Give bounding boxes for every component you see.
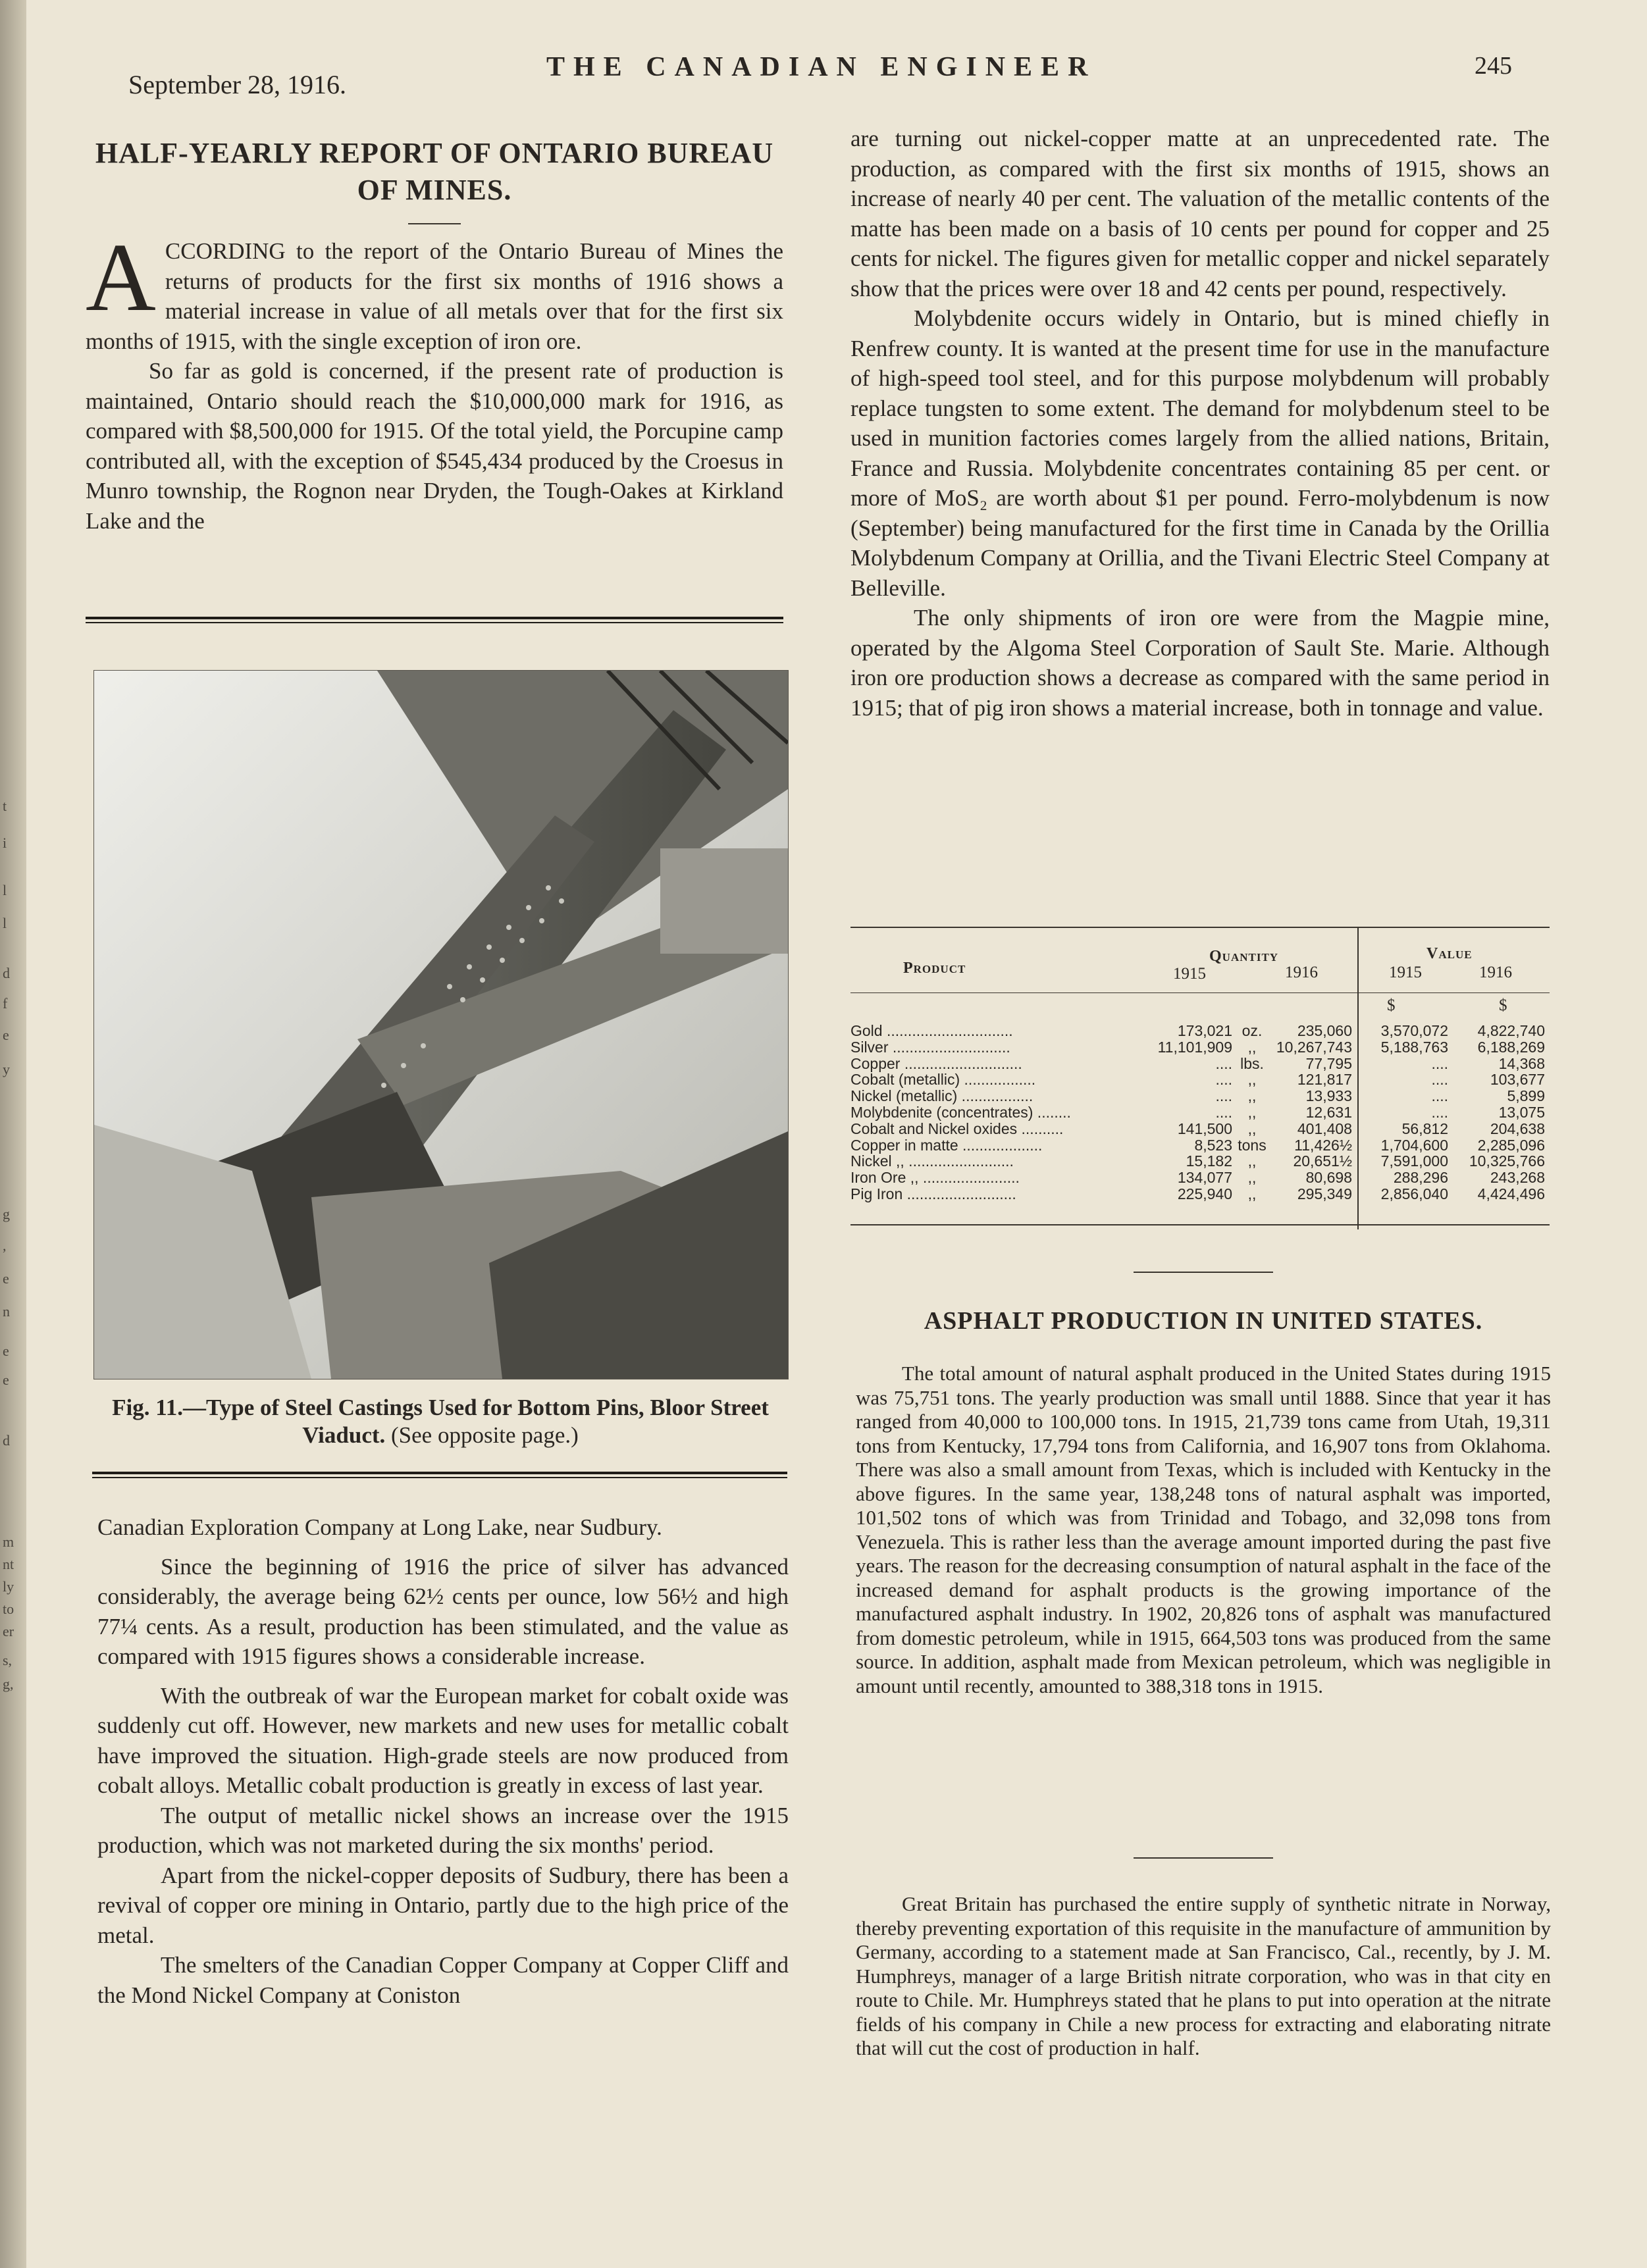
article-title-asphalt: ASPHALT PRODUCTION IN UNITED STATES. bbox=[924, 1307, 1483, 1335]
table-cell-unit: ,, bbox=[1247, 1152, 1257, 1170]
table-cell-product: Cobalt (metallic) ................. bbox=[850, 1071, 1036, 1089]
article-title-bureau-of-mines: HALF-YEARLY REPORT OF ONTARIO BUREAU OF MINES. bbox=[95, 137, 774, 206]
table-cell-unit: ,, bbox=[1247, 1169, 1257, 1187]
header-date: September 28, 1916. bbox=[128, 70, 347, 99]
article-bureau-of-mines-intro bbox=[86, 135, 783, 536]
gutter-text-fragment: e bbox=[3, 1372, 9, 1388]
table-cell-v1915: 56,812 bbox=[1401, 1120, 1448, 1137]
table-cell-unit: lbs. bbox=[1240, 1054, 1264, 1072]
table-cell-unit: ,, bbox=[1247, 1120, 1257, 1137]
gutter-text-fragment: t bbox=[3, 798, 7, 814]
article-asphalt bbox=[856, 1306, 1551, 1698]
table-cell-v1915: .... bbox=[1431, 1104, 1448, 1121]
gutter-text-fragment: nt bbox=[3, 1556, 14, 1572]
table-cell-q1916: 401,408 bbox=[1297, 1120, 1352, 1137]
article-bureau-of-mines-continued bbox=[97, 1512, 789, 2010]
table-cell-q1915: 173,021 bbox=[1177, 1022, 1232, 1039]
paragraph: With the outbreak of war the European market for cobalt oxide was suddenly cut off. However, new markets and new uses for metallic cobalt have improved the situation. High-grade steels are now produced from cobalt alloys. Metallic cobalt production is greatly in excess of last year. bbox=[97, 1682, 789, 1798]
table-cell-v1915: 2,856,040 bbox=[1380, 1185, 1448, 1202]
table-cell-q1915: 15,182 bbox=[1186, 1152, 1232, 1170]
gutter-text-fragment: l bbox=[3, 915, 7, 931]
page-number: 245 bbox=[1475, 52, 1512, 80]
table-row bbox=[850, 1121, 1550, 1137]
paragraph: So far as gold is concerned, if the present rate of production is maintained, Ontario should reach the $10,000,000 mark for 1916, as compared with $8,500,000 for 1915. Of the total yield, the Porcupine camp contributed all, with the exception of $545,434 produced by the Croesus in Munro township, the Rognon near Dryden, the Tough-Oakes at Kirkland Lake and the bbox=[86, 358, 783, 534]
table-top-rule bbox=[850, 927, 1550, 928]
photo-steel-castings bbox=[93, 670, 789, 1379]
table-row bbox=[850, 1056, 1550, 1071]
table-cell-q1915: 11,101,909 bbox=[1157, 1038, 1232, 1056]
table-cell-q1915: .... bbox=[1215, 1071, 1232, 1089]
table-subheader-val-1915: 1915 bbox=[1389, 964, 1422, 981]
paragraph: The smelters of the Canadian Copper Company at Copper Cliff and the Mond Nickel Company at Coniston bbox=[97, 1952, 789, 2008]
caption-main: Fig. 11.—Type of Steel Castings Used for Bottom Pins, Bloor Street Viaduct. bbox=[112, 1395, 769, 1448]
table-subheader-val-1916: 1916 bbox=[1479, 964, 1512, 981]
table-cell-v1915: 1,704,600 bbox=[1380, 1136, 1448, 1154]
gutter-text-fragment: f bbox=[3, 995, 8, 1012]
title-divider bbox=[408, 223, 461, 224]
table-cell-q1916: 13,933 bbox=[1305, 1087, 1352, 1105]
paragraph: Molybdenite occurs widely in Ontario, but is mined chiefly in Renfrew county. It is wanted at the present time for use in the manufacture of high-speed tool steel, and for this purpose molybdenum will probably replace tungsten to some extent. The demand for molybdenum steel to be used in munition factories comes largely from the allied nations, Britain, France and Russia. Molybdenite concentrates containing 85 per cent. or more of MoS₂ are worth about $1 per pound. Ferro-molybdenum is now (September) being manufactured for the first time in Canada by the Orillia Molybdenum Company at Orillia, and the Tivani Electric Steel Company at Belleville. bbox=[850, 305, 1550, 601]
table-cell-unit: ,, bbox=[1247, 1038, 1257, 1056]
paragraph-text: CCORDING to the report of the Ontario Bureau of Mines the returns of products for the first six months of 1916 shows a material increase in value of all metals over that for the first six months of 1915, with the single exception of iron ore. bbox=[86, 238, 783, 354]
paragraph: Great Britain has purchased the entire supply of synthetic nitrate in Norway, thereby preventing exportation of this requisite in the manufacture of ammunition by Germany, according to a statement made at San Francisco, Cal., recently, by J. M. Humphreys, manager of a large British nitrate corporation, who was in that city en route to Chile. Mr. Humphreys stated that he plans to put into operation at the nitrate fields of his company in Chile a new process for extracting and elaborating nitrate that will cut the cost of production in half. bbox=[856, 1892, 1551, 2059]
table-cell-v1915: .... bbox=[1431, 1071, 1448, 1089]
gutter-text-fragment: er bbox=[3, 1623, 14, 1639]
gutter-text-fragment: i bbox=[3, 835, 7, 851]
table-cell-unit: oz. bbox=[1242, 1022, 1263, 1039]
table-cell-q1915: 8,523 bbox=[1194, 1136, 1232, 1154]
figure-caption bbox=[93, 1394, 787, 1449]
table-cell-q1916: 20,651½ bbox=[1293, 1152, 1352, 1170]
gutter-text-fragment: e bbox=[3, 1027, 9, 1043]
table-row bbox=[850, 1186, 1550, 1202]
table-subheader-qty-1915: 1915 bbox=[1173, 965, 1206, 983]
paragraph: The output of metallic nickel shows an increase over the 1915 production, which was not marketed during the six months' period. bbox=[97, 1802, 789, 1858]
article-nitrate bbox=[856, 1892, 1551, 2061]
paragraph: Apart from the nickel-copper deposits of Sudbury, there has been a revival of copper ore mining in Ontario, partly due to the high price of the metal. bbox=[97, 1862, 789, 1948]
table-cell-v1916: 4,822,740 bbox=[1477, 1022, 1545, 1039]
paragraph: The only shipments of iron ore were from the Magpie mine, operated by the Algoma Steel Corporation of Sault Ste. Marie. Although iron ore production shows a decrease as compared with the same period in 1915; that of pig iron shows a material increase, both in tonnage and value. bbox=[850, 605, 1550, 721]
table-cell-product: Cobalt and Nickel oxides .......... bbox=[850, 1120, 1064, 1137]
table-cell-product: Nickel (metallic) ................. bbox=[850, 1087, 1033, 1105]
table-cell-v1916: 10,325,766 bbox=[1469, 1152, 1545, 1170]
table-cell-q1915: 141,500 bbox=[1177, 1120, 1232, 1137]
table-row bbox=[850, 1104, 1550, 1120]
divider-short bbox=[1134, 1857, 1273, 1859]
gutter-text-fragment: e bbox=[3, 1343, 9, 1359]
table-cell-unit: ,, bbox=[1247, 1104, 1257, 1121]
paragraph bbox=[86, 224, 783, 356]
table-cell-unit: ,, bbox=[1247, 1087, 1257, 1105]
table-cell-unit: ,, bbox=[1247, 1071, 1257, 1089]
table-cell-v1916: 243,268 bbox=[1490, 1169, 1545, 1187]
table-header-product: Product bbox=[903, 960, 966, 977]
gutter-text-fragment: l bbox=[3, 882, 7, 898]
table-cell-q1916: 77,795 bbox=[1305, 1054, 1352, 1072]
table-cell-q1916: 12,631 bbox=[1305, 1104, 1352, 1121]
paragraph: are turning out nickel-copper matte at an unprecedented rate. The production, as compared with the first six months of 1915, shows an increase of nearly 40 per cent. The valuation of the metallic contents of the matte has been made on a basis of 10 cents per pound for copper and 25 cents for nickel. The figures given for metallic copper and nickel separately show that the prices were over 18 and 42 cents per pound, respectively. bbox=[850, 126, 1550, 301]
gutter-text-fragment: y bbox=[3, 1061, 10, 1077]
table-header-value: Value bbox=[1426, 945, 1473, 962]
table-cell-v1915: 5,188,763 bbox=[1380, 1038, 1448, 1056]
journal-title: THE CANADIAN ENGINEER bbox=[546, 52, 1097, 82]
table-cell-product: Molybdenite (concentrates) ........ bbox=[850, 1104, 1071, 1121]
table-cell-v1916: 204,638 bbox=[1490, 1120, 1545, 1137]
divider-short bbox=[1134, 1272, 1273, 1273]
table-cell-q1915: .... bbox=[1215, 1054, 1232, 1072]
table-cell-v1916: 14,368 bbox=[1498, 1054, 1545, 1072]
gutter-text-fragment: to bbox=[3, 1601, 14, 1617]
table-cell-v1915: 7,591,000 bbox=[1380, 1152, 1448, 1170]
table-cell-v1916: 13,075 bbox=[1498, 1104, 1545, 1121]
table-dollar-1916: $ bbox=[1499, 996, 1507, 1014]
paragraph: The total amount of natural asphalt produced in the United States during 1915 was 75,751 tons. The yearly production was small until 1888. Since that year it has ranged from 40,000 to 100,000 tons. In 1915, 21,739 tons came from Utah, 19,311 tons from Kentucky, 17,794 tons from California, and 16,907 tons from Oklahoma. There was also a small amount from Texas, which is included with Kentucky in the above figures. In the same year, 138,248 tons of natural asphalt was imported, 101,502 tons of which was from Trinidad and Tobago, and 32,098 tons from Venezuela. This is rather less than the average amount imported during the past five years. The reason for the decreasing consumption of natural asphalt in the face of the increased demand for asphalt products is the growing importance of the manufactured asphalt industry. In 1902, 20,826 tons of asphalt was manufactured from domestic petroleum, while in 1915, 664,503 tons was produced from the same source. In addition, asphalt made from Mexican petroleum, which was negligible in amount until recently, amounted to 388,318 tons in 1915. bbox=[856, 1362, 1551, 1697]
table-row bbox=[850, 1088, 1550, 1104]
table-cell-product: Nickel ,, ......................... bbox=[850, 1152, 1014, 1170]
gutter-text-fragment: d bbox=[3, 1432, 10, 1449]
table-cell-v1915: .... bbox=[1431, 1087, 1448, 1105]
table-cell-v1915: .... bbox=[1431, 1054, 1448, 1072]
table-subheader-qty-1916: 1916 bbox=[1285, 964, 1318, 981]
table-cell-v1916: 103,677 bbox=[1490, 1071, 1545, 1089]
gutter-text-fragment: e bbox=[3, 1270, 9, 1287]
table-cell-product: Copper ............................ bbox=[850, 1054, 1022, 1072]
table-row bbox=[850, 1170, 1550, 1185]
table-row bbox=[850, 1039, 1550, 1055]
gutter-text-fragment: d bbox=[3, 965, 10, 981]
section-rule-bottom bbox=[92, 1472, 787, 1474]
table-cell-q1916: 121,817 bbox=[1297, 1071, 1352, 1089]
section-rule-top-thin bbox=[86, 622, 783, 623]
table-bottom-rule bbox=[850, 1224, 1550, 1225]
table-cell-unit: tons bbox=[1238, 1136, 1267, 1154]
steel-bridge-photo-illustration bbox=[94, 671, 788, 1379]
table-cell-q1915: 134,077 bbox=[1177, 1169, 1232, 1187]
section-rule-bottom-thin bbox=[92, 1477, 787, 1478]
table-cell-q1916: 295,349 bbox=[1297, 1185, 1352, 1202]
gutter-text-fragment: g, bbox=[3, 1676, 14, 1692]
gutter-text-fragment: s, bbox=[3, 1652, 13, 1668]
table-row bbox=[850, 1071, 1550, 1087]
table-cell-v1916: 6,188,269 bbox=[1477, 1038, 1545, 1056]
gutter-text-fragment: , bbox=[3, 1237, 7, 1254]
table-cell-q1916: 10,267,743 bbox=[1276, 1038, 1352, 1056]
table-cell-v1916: 4,424,496 bbox=[1477, 1185, 1545, 1202]
table-cell-product: Copper in matte ................... bbox=[850, 1136, 1043, 1154]
table-cell-v1916: 2,285,096 bbox=[1477, 1136, 1545, 1154]
caption-aside: (See opposite page.) bbox=[391, 1422, 579, 1448]
table-cell-v1916: 5,899 bbox=[1507, 1087, 1545, 1105]
table-cell-q1915: .... bbox=[1215, 1104, 1232, 1121]
gutter-text-fragment: n bbox=[3, 1303, 10, 1320]
table-row bbox=[850, 1137, 1550, 1153]
table-cell-q1915: .... bbox=[1215, 1087, 1232, 1105]
table-dollar-1915: $ bbox=[1387, 996, 1396, 1014]
table-row bbox=[850, 1153, 1550, 1169]
gutter-text-fragment: m bbox=[3, 1533, 14, 1550]
section-rule-top bbox=[86, 617, 783, 619]
table-cell-q1916: 11,426½ bbox=[1294, 1136, 1352, 1154]
table-cell-product: Pig Iron .......................... bbox=[850, 1185, 1016, 1202]
table-cell-v1915: 288,296 bbox=[1393, 1169, 1448, 1187]
table-cell-q1916: 80,698 bbox=[1305, 1169, 1352, 1187]
gutter-text-fragment: ly bbox=[3, 1578, 14, 1595]
table-header-quantity: Quantity bbox=[1209, 948, 1279, 965]
gutter-text-fragment: g bbox=[3, 1206, 10, 1222]
table-cell-q1915: 225,940 bbox=[1177, 1185, 1232, 1202]
table-cell-v1915: 3,570,072 bbox=[1380, 1022, 1448, 1039]
binding-gutter bbox=[0, 0, 26, 2268]
table-row bbox=[850, 1023, 1550, 1039]
table-header-rule bbox=[850, 992, 1550, 993]
article-bureau-of-mines-right bbox=[850, 124, 1550, 723]
table-cell-unit: ,, bbox=[1247, 1185, 1257, 1202]
table-cell-product: Gold .............................. bbox=[850, 1022, 1013, 1039]
table-cell-product: Iron Ore ,, ....................... bbox=[850, 1169, 1020, 1187]
table-cell-q1916: 235,060 bbox=[1297, 1022, 1352, 1039]
paragraph: Since the beginning of 1916 the price of silver has advanced considerably, the average being 62½ cents per ounce, low 56½ and high 77¼ cents. As a result, production has been stimulated, and the value as compared with 1915 figures shows a considerable increase. bbox=[97, 1553, 789, 1669]
paragraph: Canadian Exploration Company at Long Lake, near Sudbury. bbox=[97, 1514, 662, 1540]
table-cell-product: Silver ............................ bbox=[850, 1038, 1010, 1056]
drop-cap: A bbox=[86, 224, 156, 332]
